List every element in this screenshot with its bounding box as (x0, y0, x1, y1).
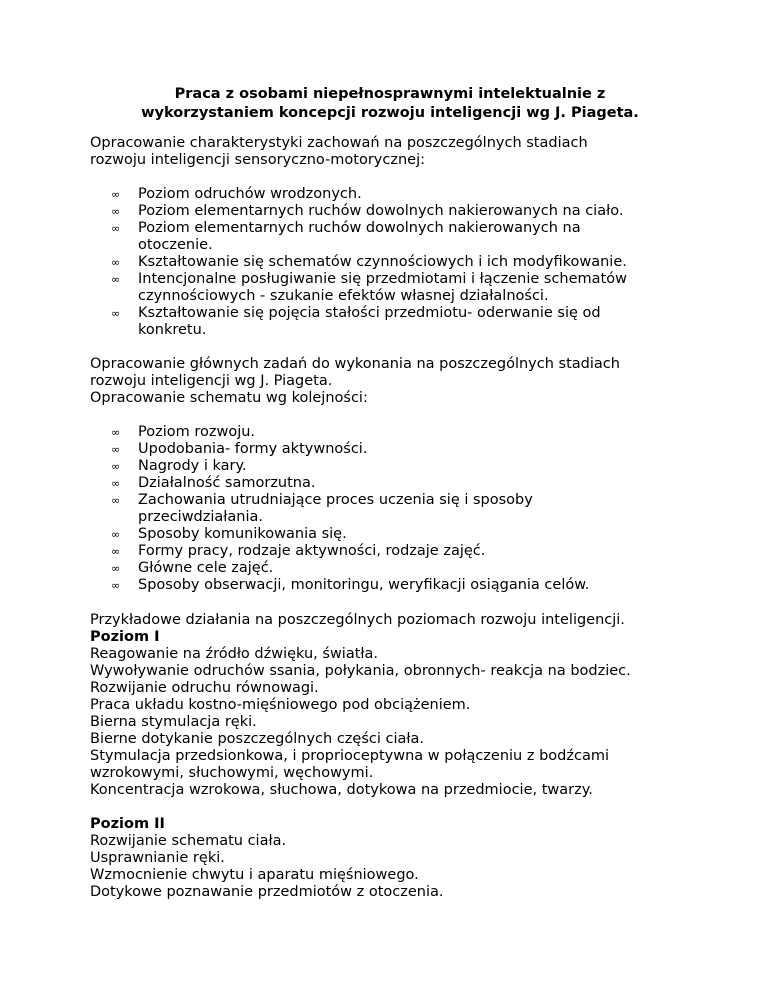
title-line-2: wykorzystaniem koncepcji rozwoju inteligencji wg J. Piageta. (141, 105, 639, 121)
bullet-icon: ∞ (111, 460, 121, 473)
section2-list-item (111, 458, 681, 475)
section1-intro-line-1: Opracowanie charakterystyki zachowań na poszczególnych stadiach (90, 135, 588, 151)
document-title (90, 85, 690, 123)
section2-list-item (111, 526, 681, 543)
bullet-icon: ∞ (111, 188, 121, 201)
section2-list-item-text: Główne cele zajęć. (138, 560, 274, 576)
section1-list-item-text: Intencjonalne posługiwanie się przedmiotami i łączenie schematów (138, 271, 627, 287)
title-line-1: Praca z osobami niepełnosprawnymi intelektualnie z (174, 86, 606, 102)
level1-line: Bierna stymulacja ręki. (90, 714, 257, 730)
bullet-icon: ∞ (111, 222, 121, 235)
level2-line: Dotykowe poznawanie przedmiotów z otoczenia. (90, 884, 444, 900)
bullet-icon: ∞ (111, 545, 121, 558)
section2-list-item-text: Poziom rozwoju. (138, 424, 256, 440)
section2-list-item (111, 441, 681, 458)
bullet-icon: ∞ (111, 256, 121, 269)
level2-line: Rozwijanie schematu ciała. (90, 833, 287, 849)
section1-intro-line-2: rozwoju inteligencji sensoryczno-motorycznej: (90, 152, 426, 168)
bullet-icon: ∞ (111, 562, 121, 575)
section2-list-item-text: Nagrody i kary. (138, 458, 247, 474)
bullet-icon: ∞ (111, 494, 121, 507)
bullet-icon: ∞ (111, 426, 121, 439)
bullet-icon: ∞ (111, 205, 121, 218)
section2-bullet-list (111, 424, 681, 594)
level2-line: Wzmocnienie chwytu i aparatu mięśniowego. (90, 867, 419, 883)
section2-list-item-text: Zachowania utrudniające proces uczenia się i sposoby (138, 492, 533, 508)
level2-lines (90, 833, 680, 901)
section2-list-item-text: Upodobania- formy aktywności. (138, 441, 368, 457)
section2-list-item-text: Działalność samorzutna. (138, 475, 316, 491)
bullet-icon: ∞ (111, 307, 121, 320)
section2-intro-line-3: Opracowanie schematu wg kolejności: (90, 390, 368, 406)
section2-list-item (111, 560, 681, 577)
section2-list-item (111, 543, 681, 560)
section1-list-item-text: Poziom elementarnych ruchów dowolnych nakierowanych na (138, 220, 581, 236)
section2-intro-line-2: rozwoju inteligencji wg J. Piageta. (90, 373, 333, 389)
section1-list-item (111, 305, 681, 339)
section1-list-item-text: Kształtowanie się pojęcia stałości przedmiotu- oderwanie się od (138, 305, 601, 321)
section1-list-item-text: czynnościowych - szukanie efektów własnej działalności. (138, 288, 549, 304)
section1-list-item-text: Kształtowanie się schematów czynnościowych i ich modyfikowanie. (138, 254, 627, 270)
level2-line: Usprawnianie ręki. (90, 850, 225, 866)
level2-heading: Poziom II (90, 816, 165, 832)
section1-intro (90, 135, 680, 169)
section2-intro (90, 356, 680, 407)
section2-intro-line-1: Opracowanie głównych zadań do wykonania na poszczególnych stadiach (90, 356, 620, 372)
section2-list-item-text: przeciwdziałania. (138, 509, 264, 525)
section2-list-item (111, 475, 681, 492)
section1-list-item (111, 254, 681, 271)
level1-line: Bierne dotykanie poszczególnych części ciała. (90, 731, 425, 747)
bullet-icon: ∞ (111, 477, 121, 490)
level1-lines (90, 646, 680, 799)
section1-list-item-text: konkretu. (138, 322, 207, 338)
level1-heading: Poziom I (90, 629, 160, 645)
level1-line: Praca układu kostno-mięśniowego pod obciążeniem. (90, 697, 471, 713)
section1-list-item (111, 271, 681, 305)
section2-list-item (111, 577, 681, 594)
section2-list-item (111, 424, 681, 441)
level1-line: Stymulacja przedsionkowa, i proprioceptywna w połączeniu z bodźcami (90, 748, 609, 764)
level1-line: Koncentracja wzrokowa, słuchowa, dotykowa na przedmiocie, twarzy. (90, 782, 593, 798)
section2-list-item-text: Formy pracy, rodzaje aktywności, rodzaje zajęć. (138, 543, 486, 559)
section1-list-item-text: otoczenie. (138, 237, 213, 253)
bullet-icon: ∞ (111, 443, 121, 456)
section1-bullet-list (111, 186, 681, 339)
bullet-icon: ∞ (111, 273, 121, 286)
bullet-icon: ∞ (111, 579, 121, 592)
section2-list-item-text: Sposoby obserwacji, monitoringu, weryfikacji osiągania celów. (138, 577, 590, 593)
section2-list-item (111, 492, 681, 526)
section1-list-item (111, 220, 681, 254)
level1-line: wzrokowymi, słuchowymi, węchowymi. (90, 765, 374, 781)
section3-intro: Przykładowe działania na poszczególnych poziomach rozwoju inteligencji. (90, 612, 625, 628)
section1-list-item-text: Poziom odruchów wrodzonych. (138, 186, 362, 202)
section1-list-item-text: Poziom elementarnych ruchów dowolnych nakierowanych na ciało. (138, 203, 624, 219)
level1-line: Reagowanie na źródło dźwięku, światła. (90, 646, 379, 662)
section1-list-item (111, 203, 681, 220)
bullet-icon: ∞ (111, 528, 121, 541)
section2-list-item-text: Sposoby komunikowania się. (138, 526, 347, 542)
level1-line: Wywoływanie odruchów ssania, połykania, obronnych- reakcja na bodziec. (90, 663, 631, 679)
section3 (90, 612, 680, 901)
level1-line: Rozwijanie odruchu równowagi. (90, 680, 319, 696)
section1-list-item (111, 186, 681, 203)
